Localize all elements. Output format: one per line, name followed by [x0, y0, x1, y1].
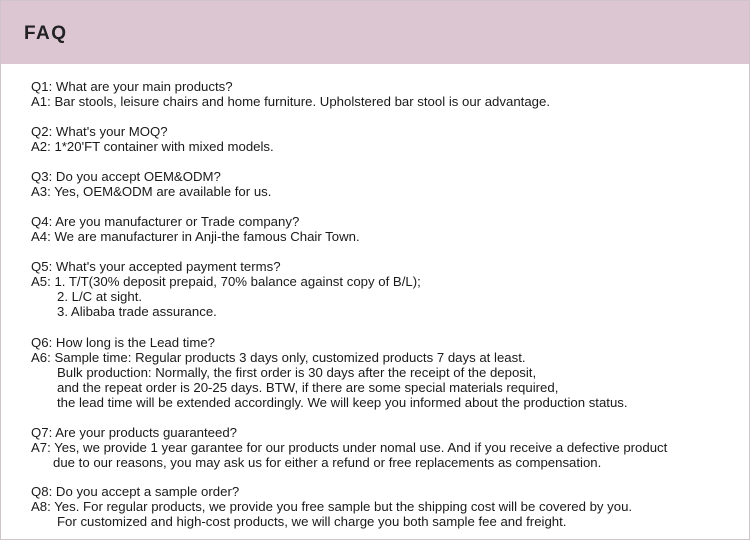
faq-item: [31, 425, 743, 470]
faq-question: Q4: Are you manufacturer or Trade company?: [31, 214, 300, 229]
faq-answer-continuation: and the repeat order is 20-25 days. BTW, if there are some special materials required,: [57, 380, 559, 395]
faq-answer: A5: 1. T/T(30% deposit prepaid, 70% balance against copy of B/L);: [31, 274, 421, 289]
page-title: FAQ: [24, 23, 68, 44]
faq-item: [31, 124, 743, 154]
faq-header: [1, 1, 749, 64]
faq-question: Q5: What's your accepted payment terms?: [31, 259, 281, 274]
faq-question: Q3: Do you accept OEM&ODM?: [31, 169, 221, 184]
faq-answer-continuation: the lead time will be extended accordingly. We will keep you informed about the production status.: [57, 395, 628, 410]
faq-answer: A1: Bar stools, leisure chairs and home furniture. Upholstered bar stool is our advantage.: [31, 94, 550, 109]
faq-question: Q7: Are your products guaranteed?: [31, 425, 238, 440]
faq-answer-continuation: due to our reasons, you may ask us for either a refund or free replacements as compensation.: [53, 455, 602, 470]
faq-item: [31, 484, 743, 529]
faq-answer-continuation: 2. L/C at sight.: [57, 289, 143, 304]
faq-list: [31, 79, 743, 544]
faq-question: Q1: What are your main products?: [31, 79, 233, 94]
faq-answer-continuation: 3. Alibaba trade assurance.: [57, 304, 217, 319]
faq-answer: A6: Sample time: Regular products 3 days only, customized products 7 days at least.: [31, 350, 526, 365]
faq-answer: A7: Yes, we provide 1 year garantee for our products under nomal use. And if you receive a defective product: [31, 440, 668, 455]
faq-answer-continuation: For customized and high-cost products, we will charge you both sample fee and freight.: [57, 514, 567, 529]
faq-answer-continuation: Bulk production: Normally, the first order is 30 days after the receipt of the deposit,: [57, 365, 537, 380]
faq-answer: A3: Yes, OEM&ODM are available for us.: [31, 184, 272, 199]
faq-question: Q8: Do you accept a sample order?: [31, 484, 240, 499]
faq-item: [31, 259, 743, 319]
faq-item: [31, 79, 743, 109]
faq-item: [31, 335, 743, 410]
faq-answer: A8: Yes. For regular products, we provide you free sample but the shipping cost will be covered by you.: [31, 499, 633, 514]
faq-question: Q6: How long is the Lead time?: [31, 335, 215, 350]
faq-item: [31, 214, 743, 244]
faq-answer: A2: 1*20'FT container with mixed models.: [31, 139, 274, 154]
faq-item: [31, 169, 743, 199]
faq-answer: A4: We are manufacturer in Anji-the famous Chair Town.: [31, 229, 360, 244]
faq-question: Q2: What's your MOQ?: [31, 124, 168, 139]
